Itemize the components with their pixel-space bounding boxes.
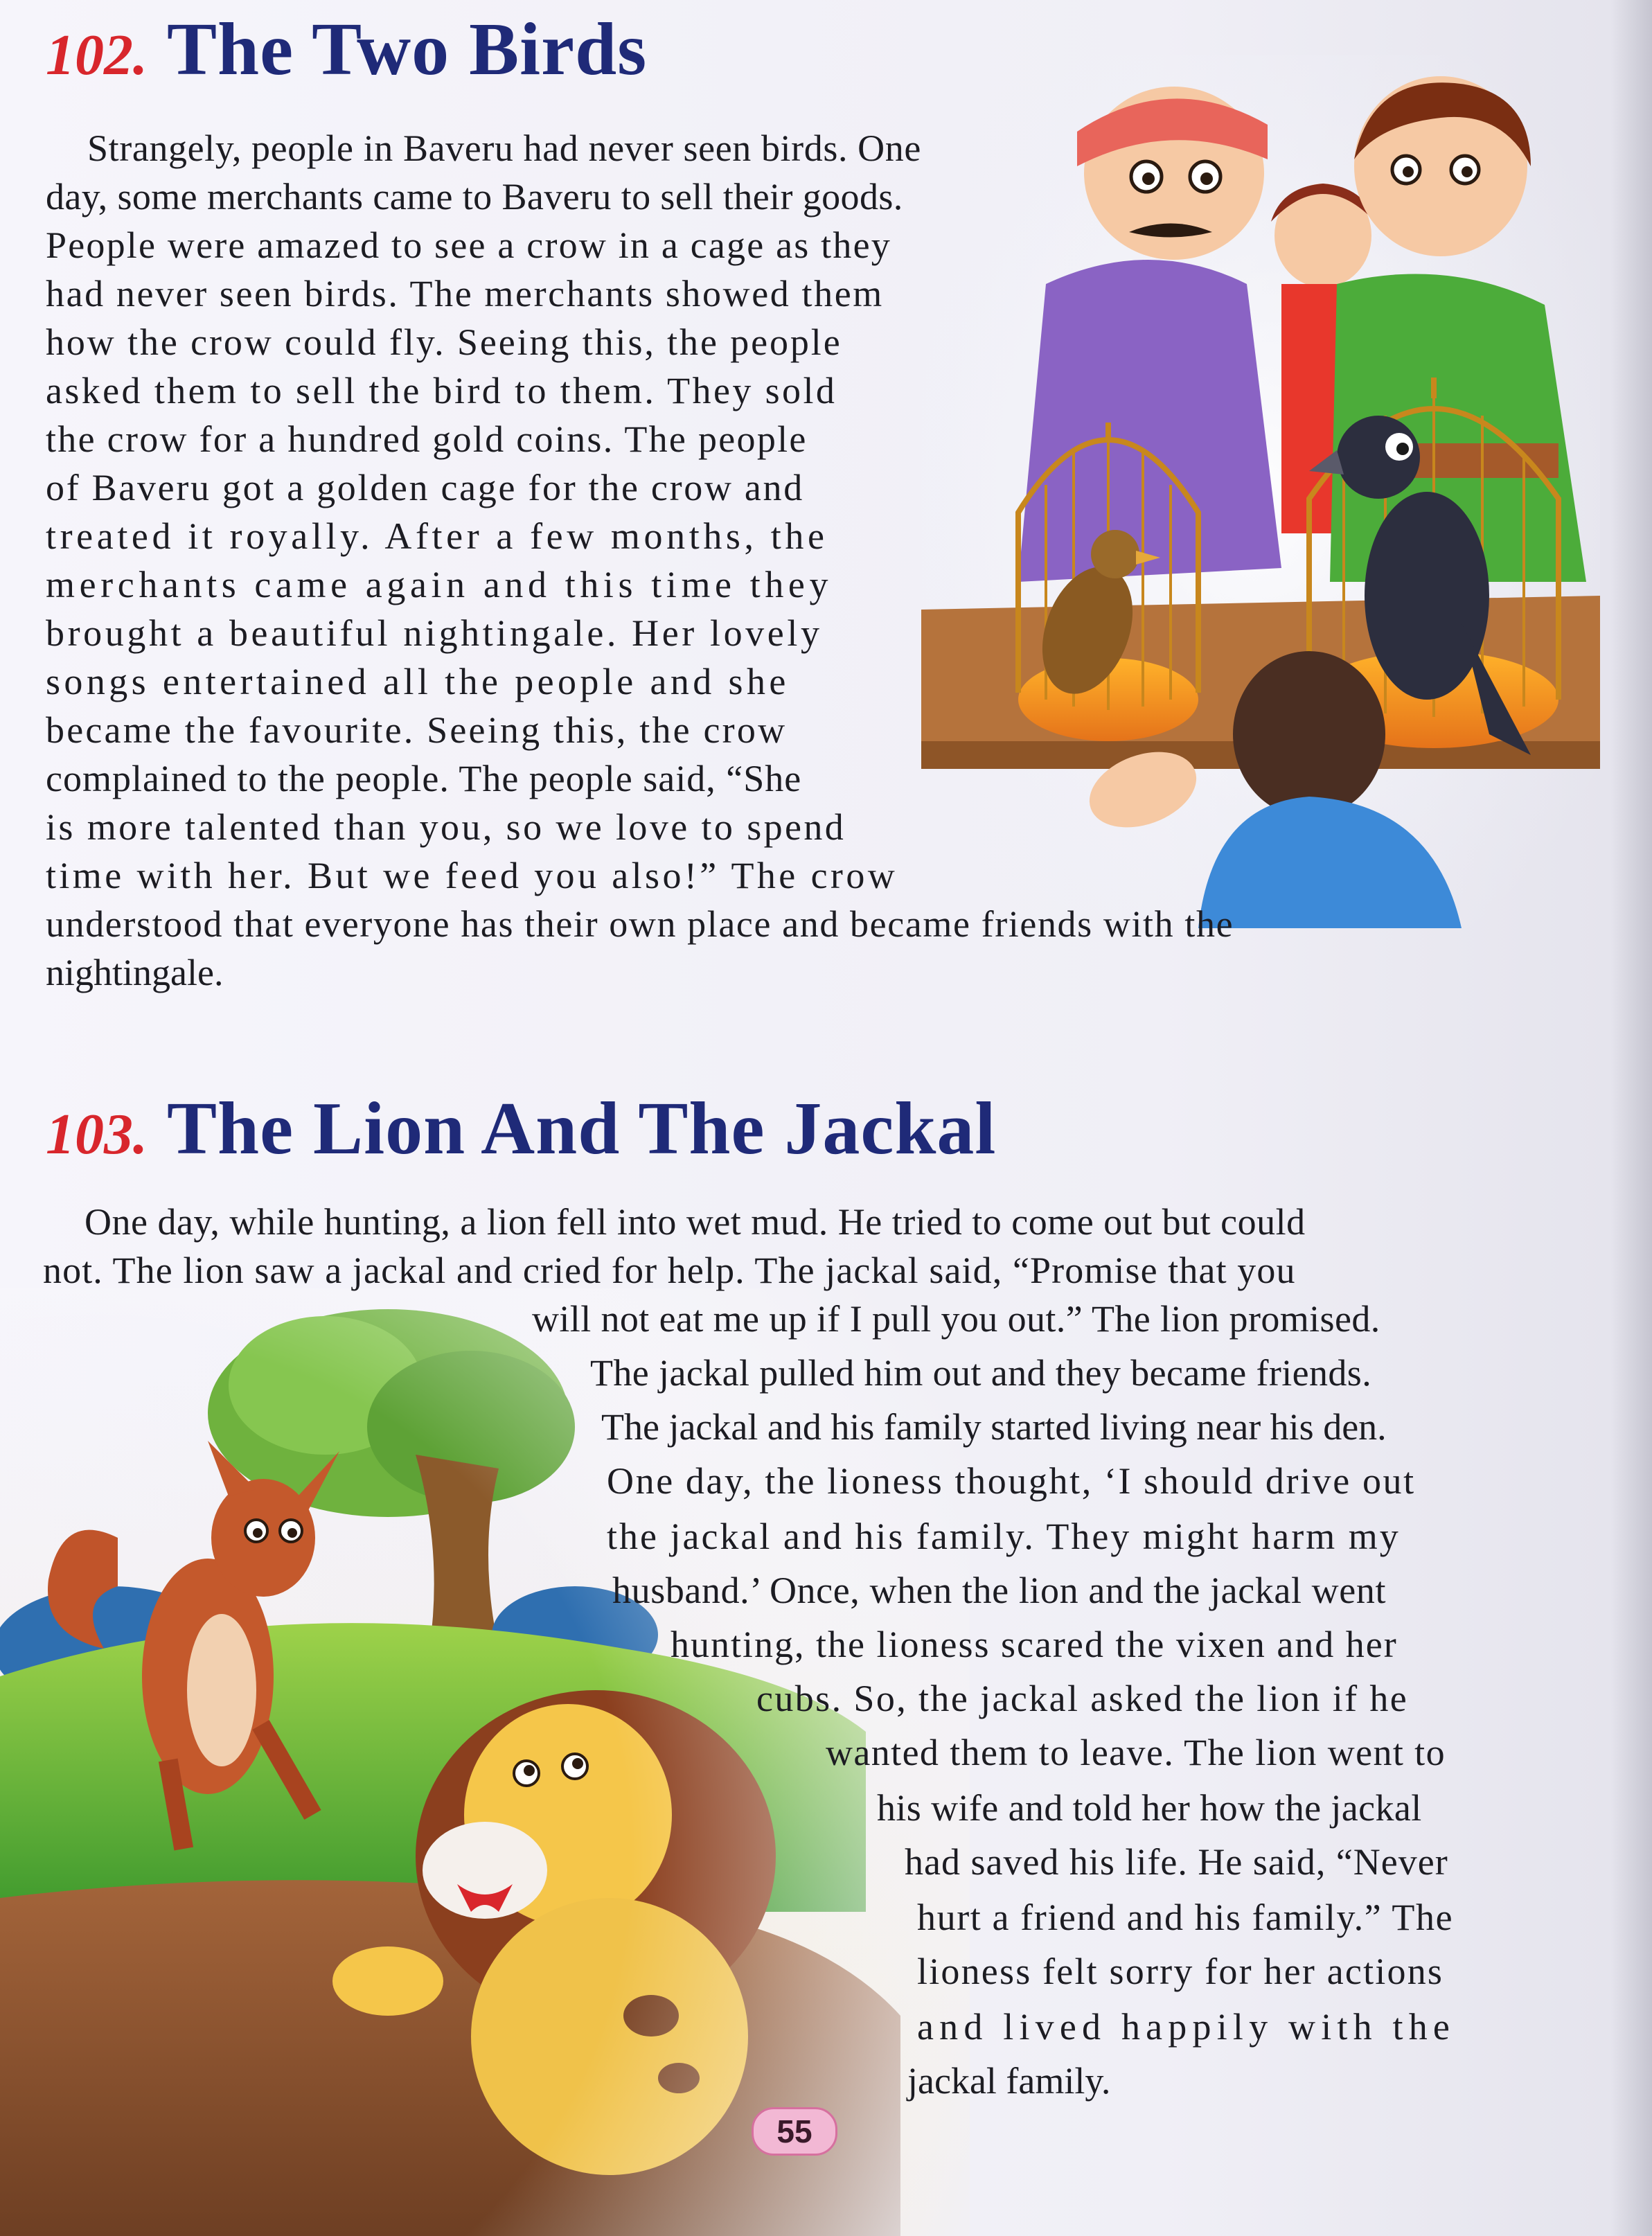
story-line: the jackal and his family. They might harm my [607, 1516, 1401, 1557]
story-line: One day, while hunting, a lion fell into wet mud. He tried to come out but could [85, 1201, 1306, 1243]
story-line: lioness felt sorry for her actions [917, 1951, 1444, 1992]
story-line: nightingale. [46, 952, 224, 993]
story-line: not. The lion saw a jackal and cried for help. The jackal said, “Promise that you [43, 1250, 1296, 1291]
story-line: became the favourite. Seeing this, the crow [46, 709, 788, 751]
story-line: wanted them to leave. The lion went to [826, 1732, 1446, 1773]
story-line: treated it royally. After a few months, the [46, 515, 828, 557]
story-line: asked them to sell the bird to them. They sold [46, 370, 837, 411]
story-title: The Two Birds [167, 8, 648, 91]
story-heading-two-birds [46, 7, 647, 93]
story-line: had saved his life. He said, “Never [905, 1841, 1448, 1883]
story-line: of Baveru got a golden cage for the crow and [46, 467, 804, 508]
story-number: 102. [46, 23, 148, 87]
story-line: understood that everyone has their own place and became friends with the [46, 903, 1234, 945]
story-line: brought a beautiful nightingale. Her lovely [46, 612, 823, 654]
page-spine-shadow [1610, 0, 1652, 2236]
story-heading-lion-jackal [46, 1086, 996, 1172]
story-line: hurt a friend and his family.” The [917, 1897, 1454, 1938]
story-line: the crow for a hundred gold coins. The people [46, 418, 808, 460]
story-line: and lived happily with the [917, 2006, 1456, 2048]
story-line: songs entertained all the people and she [46, 661, 790, 702]
story-line: Strangely, people in Baveru had never seen birds. One [87, 127, 921, 169]
story-line: People were amazed to see a crow in a cage as they [46, 224, 891, 266]
story-line: jackal family. [907, 2060, 1111, 2102]
story-line: The jackal pulled him out and they became friends. [590, 1352, 1372, 1394]
story-line: cubs. So, the jackal asked the lion if he [756, 1678, 1409, 1719]
story-line: hunting, the lioness scared the vixen and her [670, 1624, 1398, 1665]
story-line: had never seen birds. The merchants showed them [46, 273, 884, 314]
story-line: is more talented than you, so we love to spend [46, 806, 846, 848]
story-line: time with her. But we feed you also!” The crow [46, 855, 898, 896]
story-number: 103. [46, 1102, 148, 1166]
story-line: husband.’ Once, when the lion and the jackal went [612, 1570, 1387, 1611]
story-line: will not eat me up if I pull you out.” The lion promised. [532, 1298, 1380, 1340]
story-line: how the crow could fly. Seeing this, the people [46, 321, 842, 363]
story-line: merchants came again and this time they [46, 564, 833, 605]
page-number-badge: 55 [752, 2107, 837, 2156]
story-line: his wife and told her how the jackal [877, 1787, 1422, 1829]
story-line: day, some merchants came to Baveru to sell their goods. [46, 176, 903, 218]
story-line: The jackal and his family started living near his den. [601, 1406, 1387, 1448]
story-title: The Lion And The Jackal [167, 1088, 997, 1170]
story-line: One day, the lioness thought, ‘I should drive out [607, 1460, 1416, 1502]
two-birds-illustration [921, 55, 1600, 928]
story-line: complained to the people. The people said, “She [46, 758, 802, 799]
